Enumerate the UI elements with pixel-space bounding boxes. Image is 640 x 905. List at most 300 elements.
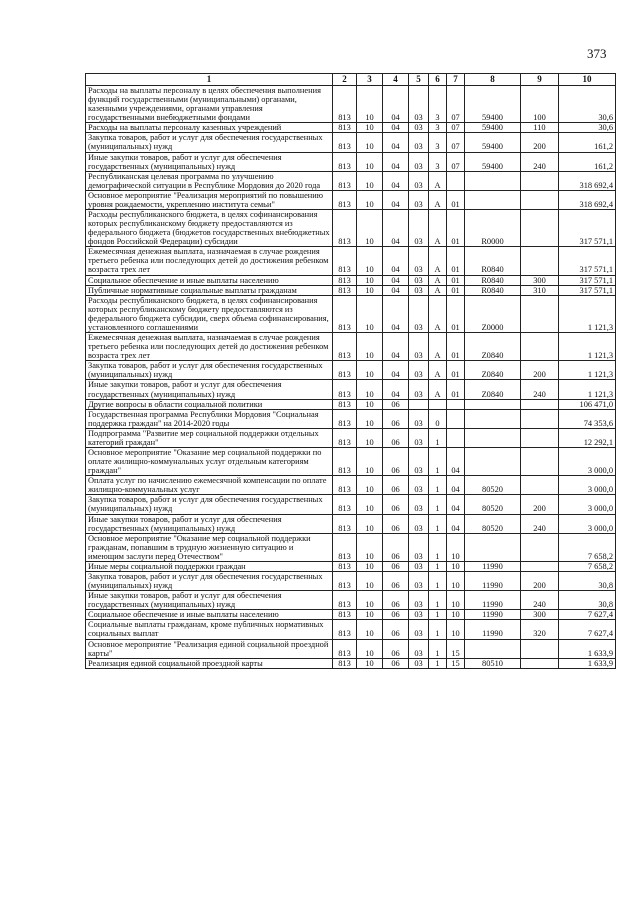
expense-type-code-cell: 300 [521, 275, 559, 285]
expense-type-code-cell: 100 [521, 86, 559, 123]
direction-code-cell [465, 409, 521, 428]
subsection-code-cell: 04 [383, 133, 409, 152]
subprogram-code-cell: 3 [429, 86, 447, 123]
ministry-code-cell: 813 [333, 591, 357, 610]
program-code-cell: 03 [409, 152, 429, 171]
subprogram-code-cell: А [429, 361, 447, 380]
program-code-cell: 03 [409, 275, 429, 285]
subprogram-code-cell: 1 [429, 561, 447, 571]
direction-code-cell [465, 447, 521, 475]
direction-code-cell: R0840 [465, 247, 521, 275]
table-row [86, 210, 616, 247]
subsection-code-cell: 06 [383, 571, 409, 590]
table-row [86, 591, 616, 610]
budget-table [85, 73, 616, 669]
section-code-cell: 10 [357, 409, 383, 428]
expense-type-code-cell: 300 [521, 610, 559, 620]
table-row [86, 571, 616, 590]
subprogram-code-cell: А [429, 295, 447, 332]
column-header: 3 [357, 74, 383, 86]
section-code-cell: 10 [357, 171, 383, 190]
ministry-code-cell: 813 [333, 399, 357, 409]
table-row [86, 533, 616, 561]
event-code-cell: 07 [447, 86, 465, 123]
subsection-code-cell: 04 [383, 380, 409, 399]
program-code-cell: 03 [409, 447, 429, 475]
event-code-cell: 10 [447, 571, 465, 590]
subsection-code-cell: 06 [383, 409, 409, 428]
event-code-cell: 01 [447, 380, 465, 399]
table-row [86, 86, 616, 123]
subsection-code-cell: 04 [383, 152, 409, 171]
subprogram-code-cell: 1 [429, 591, 447, 610]
subsection-code-cell: 04 [383, 295, 409, 332]
event-code-cell: 10 [447, 620, 465, 639]
column-header: 2 [333, 74, 357, 86]
amount-cell: 30,8 [559, 571, 616, 590]
subprogram-code-cell: 3 [429, 152, 447, 171]
amount-cell: 74 353,6 [559, 409, 616, 428]
event-code-cell: 01 [447, 247, 465, 275]
ministry-code-cell: 813 [333, 428, 357, 447]
amount-cell: 317 571,1 [559, 275, 616, 285]
subprogram-code-cell: 0 [429, 409, 447, 428]
section-code-cell: 10 [357, 152, 383, 171]
section-code-cell: 10 [357, 133, 383, 152]
ministry-code-cell: 813 [333, 571, 357, 590]
table-row [86, 639, 616, 658]
subprogram-code-cell: 1 [429, 658, 447, 668]
program-code-cell: 03 [409, 495, 429, 514]
direction-code-cell: Z0000 [465, 295, 521, 332]
expense-name-cell: Оплата услуг по начислению ежемесячной компенсации по оплате жилищно-коммунальных услуг [86, 476, 333, 495]
table-row [86, 285, 616, 295]
table-row [86, 123, 616, 133]
table-row [86, 333, 616, 361]
expense-name-cell: Публичные нормативные социальные выплаты гражданам [86, 285, 333, 295]
amount-cell: 30,6 [559, 86, 616, 123]
subprogram-code-cell: А [429, 190, 447, 209]
program-code-cell: 03 [409, 476, 429, 495]
column-header: 5 [409, 74, 429, 86]
expense-type-code-cell [521, 447, 559, 475]
direction-code-cell: 11990 [465, 561, 521, 571]
expense-name-cell: Ежемесячная денежная выплата, назначаемая в случае рождения третьего ребенка или последующих детей до достижения ребенком возраста трех лет [86, 247, 333, 275]
event-code-cell: 10 [447, 533, 465, 561]
subprogram-code-cell: 1 [429, 428, 447, 447]
expense-name-cell: Закупка товаров, работ и услуг для обеспечения государственных (муниципальных) нужд [86, 361, 333, 380]
table-row [86, 152, 616, 171]
ministry-code-cell: 813 [333, 285, 357, 295]
subsection-code-cell: 04 [383, 123, 409, 133]
ministry-code-cell: 813 [333, 658, 357, 668]
expense-type-code-cell: 320 [521, 620, 559, 639]
amount-cell: 7 658,2 [559, 561, 616, 571]
expense-type-code-cell [521, 171, 559, 190]
event-code-cell [447, 171, 465, 190]
program-code-cell: 03 [409, 514, 429, 533]
expense-name-cell: Ежемесячная денежная выплата, назначаемая в случае рождения третьего ребенка или последующих детей до достижения ребенком возраста трех лет [86, 333, 333, 361]
program-code-cell: 03 [409, 247, 429, 275]
expense-name-cell: Иные закупки товаров, работ и услуг для обеспечения государственных (муниципальных) нужд [86, 514, 333, 533]
section-code-cell: 10 [357, 620, 383, 639]
program-code-cell: 03 [409, 123, 429, 133]
direction-code-cell: 80520 [465, 514, 521, 533]
subprogram-code-cell: 1 [429, 514, 447, 533]
table-row [86, 476, 616, 495]
subsection-code-cell: 06 [383, 533, 409, 561]
ministry-code-cell: 813 [333, 610, 357, 620]
section-code-cell: 10 [357, 495, 383, 514]
column-header: 6 [429, 74, 447, 86]
expense-type-code-cell [521, 428, 559, 447]
event-code-cell: 01 [447, 333, 465, 361]
program-code-cell: 03 [409, 591, 429, 610]
amount-cell: 7 627,4 [559, 620, 616, 639]
table-row [86, 658, 616, 668]
expense-type-code-cell: 240 [521, 380, 559, 399]
event-code-cell: 04 [447, 514, 465, 533]
program-code-cell: 03 [409, 171, 429, 190]
section-code-cell: 10 [357, 639, 383, 658]
expense-type-code-cell: 310 [521, 285, 559, 295]
expense-type-code-cell: 240 [521, 514, 559, 533]
direction-code-cell: 80510 [465, 658, 521, 668]
table-row [86, 561, 616, 571]
section-code-cell: 10 [357, 514, 383, 533]
subprogram-code-cell: 1 [429, 639, 447, 658]
direction-code-cell [465, 428, 521, 447]
ministry-code-cell: 813 [333, 514, 357, 533]
amount-cell: 317 571,1 [559, 247, 616, 275]
table-row [86, 247, 616, 275]
amount-cell: 161,2 [559, 152, 616, 171]
program-code-cell: 03 [409, 86, 429, 123]
expense-type-code-cell: 240 [521, 591, 559, 610]
direction-code-cell: 11990 [465, 591, 521, 610]
subprogram-code-cell: А [429, 247, 447, 275]
ministry-code-cell: 813 [333, 190, 357, 209]
expense-type-code-cell: 110 [521, 123, 559, 133]
program-code-cell: 03 [409, 295, 429, 332]
expense-name-cell: Основное мероприятие "Оказание мер социальной поддержки по оплате жилищно-коммунальных услуг отдельным категориям граждан" [86, 447, 333, 475]
amount-cell: 30,6 [559, 123, 616, 133]
subprogram-code-cell: 1 [429, 610, 447, 620]
subprogram-code-cell: 1 [429, 533, 447, 561]
direction-code-cell: 11990 [465, 610, 521, 620]
amount-cell: 1 121,3 [559, 333, 616, 361]
subsection-code-cell: 04 [383, 285, 409, 295]
expense-name-cell: Реализация единой социальной проездной карты [86, 658, 333, 668]
table-body [86, 86, 616, 669]
expense-name-cell: Основное мероприятие "Реализация мероприятий по повышению уровня рождаемости, укреплению института семьи" [86, 190, 333, 209]
section-code-cell: 10 [357, 210, 383, 247]
expense-type-code-cell [521, 409, 559, 428]
program-code-cell: 03 [409, 610, 429, 620]
subprogram-code-cell: А [429, 210, 447, 247]
table-row [86, 171, 616, 190]
expense-name-cell: Иные закупки товаров, работ и услуг для обеспечения государственных (муниципальных) нужд [86, 152, 333, 171]
subsection-code-cell: 04 [383, 361, 409, 380]
event-code-cell: 01 [447, 295, 465, 332]
program-code-cell: 03 [409, 285, 429, 295]
expense-type-code-cell: 200 [521, 133, 559, 152]
table-row [86, 133, 616, 152]
program-code-cell: 03 [409, 658, 429, 668]
subprogram-code-cell: 1 [429, 495, 447, 514]
direction-code-cell: 11990 [465, 571, 521, 590]
subprogram-code-cell: 1 [429, 571, 447, 590]
direction-code-cell: 80520 [465, 476, 521, 495]
subsection-code-cell: 06 [383, 610, 409, 620]
subsection-code-cell: 04 [383, 247, 409, 275]
amount-cell: 1 121,3 [559, 295, 616, 332]
subsection-code-cell: 06 [383, 447, 409, 475]
subprogram-code-cell [429, 399, 447, 409]
section-code-cell: 10 [357, 610, 383, 620]
section-code-cell: 10 [357, 591, 383, 610]
amount-cell: 317 571,1 [559, 285, 616, 295]
expense-name-cell: Социальное обеспечение и иные выплаты населению [86, 610, 333, 620]
event-code-cell [447, 399, 465, 409]
section-code-cell: 10 [357, 247, 383, 275]
amount-cell: 3 000,0 [559, 447, 616, 475]
amount-cell: 7 627,4 [559, 610, 616, 620]
ministry-code-cell: 813 [333, 171, 357, 190]
ministry-code-cell: 813 [333, 533, 357, 561]
expense-type-code-cell [521, 476, 559, 495]
table-row [86, 514, 616, 533]
column-header: 8 [465, 74, 521, 86]
expense-name-cell: Закупка товаров, работ и услуг для обеспечения государственных (муниципальных) нужд [86, 571, 333, 590]
subsection-code-cell: 04 [383, 86, 409, 123]
table-row [86, 190, 616, 209]
direction-code-cell [465, 171, 521, 190]
program-code-cell: 03 [409, 210, 429, 247]
subprogram-code-cell: 1 [429, 447, 447, 475]
event-code-cell: 04 [447, 476, 465, 495]
direction-code-cell: Z0840 [465, 333, 521, 361]
direction-code-cell: R0840 [465, 275, 521, 285]
ministry-code-cell: 813 [333, 361, 357, 380]
subsection-code-cell: 04 [383, 210, 409, 247]
ministry-code-cell: 813 [333, 333, 357, 361]
subsection-code-cell: 06 [383, 561, 409, 571]
event-code-cell: 07 [447, 152, 465, 171]
section-code-cell: 10 [357, 333, 383, 361]
amount-cell: 12 292,1 [559, 428, 616, 447]
amount-cell: 30,8 [559, 591, 616, 610]
direction-code-cell: 59400 [465, 86, 521, 123]
expense-name-cell: Иные меры социальной поддержки граждан [86, 561, 333, 571]
page-number: 373 [587, 46, 607, 61]
table-row [86, 380, 616, 399]
expense-name-cell: Иные закупки товаров, работ и услуг для обеспечения государственных (муниципальных) нужд [86, 591, 333, 610]
section-code-cell: 10 [357, 361, 383, 380]
subsection-code-cell: 06 [383, 620, 409, 639]
amount-cell: 161,2 [559, 133, 616, 152]
subsection-code-cell: 06 [383, 591, 409, 610]
event-code-cell: 15 [447, 658, 465, 668]
expense-name-cell: Социальные выплаты гражданам, кроме публичных нормативных социальных выплат [86, 620, 333, 639]
subsection-code-cell: 04 [383, 171, 409, 190]
expense-name-cell: Другие вопросы в области социальной политики [86, 399, 333, 409]
subprogram-code-cell: 3 [429, 133, 447, 152]
expense-type-code-cell [521, 658, 559, 668]
ministry-code-cell: 813 [333, 495, 357, 514]
program-code-cell: 03 [409, 571, 429, 590]
program-code-cell [409, 399, 429, 409]
section-code-cell: 10 [357, 533, 383, 561]
expense-name-cell: Социальное обеспечение и иные выплаты населению [86, 275, 333, 285]
subsection-code-cell: 06 [383, 399, 409, 409]
event-code-cell: 10 [447, 591, 465, 610]
event-code-cell: 15 [447, 639, 465, 658]
event-code-cell: 04 [447, 495, 465, 514]
column-header: 4 [383, 74, 409, 86]
event-code-cell: 01 [447, 361, 465, 380]
program-code-cell: 03 [409, 133, 429, 152]
expense-type-code-cell [521, 333, 559, 361]
amount-cell: 7 658,2 [559, 533, 616, 561]
subsection-code-cell: 06 [383, 658, 409, 668]
ministry-code-cell: 813 [333, 447, 357, 475]
table-row [86, 495, 616, 514]
subsection-code-cell: 04 [383, 190, 409, 209]
section-code-cell: 10 [357, 399, 383, 409]
expense-type-code-cell: 200 [521, 361, 559, 380]
expense-name-cell: Основное мероприятие "Реализация единой социальной проездной карты" [86, 639, 333, 658]
ministry-code-cell: 813 [333, 123, 357, 133]
ministry-code-cell: 813 [333, 275, 357, 285]
column-header: 10 [559, 74, 616, 86]
expense-type-code-cell [521, 210, 559, 247]
table-row [86, 399, 616, 409]
subsection-code-cell: 04 [383, 333, 409, 361]
direction-code-cell: 80520 [465, 495, 521, 514]
direction-code-cell: Z0840 [465, 380, 521, 399]
direction-code-cell: R0840 [465, 285, 521, 295]
ministry-code-cell: 813 [333, 561, 357, 571]
amount-cell: 318 692,4 [559, 171, 616, 190]
section-code-cell: 10 [357, 86, 383, 123]
table-row [86, 409, 616, 428]
amount-cell: 3 000,0 [559, 476, 616, 495]
ministry-code-cell: 813 [333, 210, 357, 247]
event-code-cell: 07 [447, 123, 465, 133]
subprogram-code-cell: А [429, 285, 447, 295]
column-header: 9 [521, 74, 559, 86]
event-code-cell: 10 [447, 561, 465, 571]
expense-name-cell: Расходы на выплаты персоналу в целях обеспечения выполнения функций государственными (муниципальными) органами, казенными учреждениями, органами управления государственными внебюджетными фондами [86, 86, 333, 123]
subprogram-code-cell: 1 [429, 476, 447, 495]
subsection-code-cell: 06 [383, 639, 409, 658]
expense-type-code-cell [521, 247, 559, 275]
section-code-cell: 10 [357, 476, 383, 495]
section-code-cell: 10 [357, 561, 383, 571]
amount-cell: 1 121,3 [559, 380, 616, 399]
direction-code-cell: 59400 [465, 133, 521, 152]
amount-cell: 3 000,0 [559, 514, 616, 533]
program-code-cell: 03 [409, 333, 429, 361]
ministry-code-cell: 813 [333, 133, 357, 152]
column-header: 7 [447, 74, 465, 86]
table-row [86, 447, 616, 475]
ministry-code-cell: 813 [333, 620, 357, 639]
ministry-code-cell: 813 [333, 247, 357, 275]
table-row [86, 428, 616, 447]
section-code-cell: 10 [357, 275, 383, 285]
expense-type-code-cell: 200 [521, 571, 559, 590]
expense-name-cell: Закупка товаров, работ и услуг для обеспечения государственных (муниципальных) нужд [86, 133, 333, 152]
direction-code-cell: 11990 [465, 620, 521, 639]
ministry-code-cell: 813 [333, 639, 357, 658]
table-row [86, 361, 616, 380]
subprogram-code-cell: А [429, 333, 447, 361]
ministry-code-cell: 813 [333, 86, 357, 123]
amount-cell: 1 633,9 [559, 658, 616, 668]
section-code-cell: 10 [357, 571, 383, 590]
amount-cell: 3 000,0 [559, 495, 616, 514]
ministry-code-cell: 813 [333, 409, 357, 428]
expense-type-code-cell [521, 295, 559, 332]
event-code-cell: 01 [447, 285, 465, 295]
column-header: 1 [86, 74, 333, 86]
program-code-cell: 03 [409, 533, 429, 561]
table-row [86, 620, 616, 639]
direction-code-cell: 59400 [465, 152, 521, 171]
expense-type-code-cell: 240 [521, 152, 559, 171]
program-code-cell: 03 [409, 361, 429, 380]
event-code-cell: 04 [447, 447, 465, 475]
event-code-cell [447, 428, 465, 447]
expense-type-code-cell [521, 533, 559, 561]
direction-code-cell: 59400 [465, 123, 521, 133]
subsection-code-cell: 06 [383, 495, 409, 514]
expense-name-cell: Расходы республиканского бюджета, в целях софинансирования которых республиканскому бюджету предоставляются из федерального бюджета (бюджетов государственных внебюджетных фондов Российской Федерации) субсидии [86, 210, 333, 247]
expense-type-code-cell: 200 [521, 495, 559, 514]
subprogram-code-cell: 3 [429, 123, 447, 133]
expense-type-code-cell [521, 399, 559, 409]
expense-name-cell: Основное мероприятие "Оказание мер социальной поддержки гражданам, попавшим в трудную жизненную ситуацию и имеющим заслуги перед Отечеством" [86, 533, 333, 561]
program-code-cell: 03 [409, 561, 429, 571]
subprogram-code-cell: А [429, 275, 447, 285]
subsection-code-cell: 04 [383, 275, 409, 285]
event-code-cell: 01 [447, 210, 465, 247]
header-row [86, 74, 616, 86]
section-code-cell: 10 [357, 123, 383, 133]
event-code-cell: 10 [447, 610, 465, 620]
ministry-code-cell: 813 [333, 295, 357, 332]
direction-code-cell [465, 399, 521, 409]
program-code-cell: 03 [409, 620, 429, 639]
expense-type-code-cell [521, 639, 559, 658]
section-code-cell: 10 [357, 428, 383, 447]
section-code-cell: 10 [357, 190, 383, 209]
subprogram-code-cell: А [429, 171, 447, 190]
expense-name-cell: Расходы республиканского бюджета, в целях софинансирования которых республиканскому бюджету предоставляются из федерального бюджета субсидии, сверх объема софинансирования, установленного соглашениями [86, 295, 333, 332]
subprogram-code-cell: 1 [429, 620, 447, 639]
expense-name-cell: Республиканская целевая программа по улучшению демографической ситуации в Республике Мордовия до 2020 года [86, 171, 333, 190]
program-code-cell: 03 [409, 639, 429, 658]
subsection-code-cell: 06 [383, 514, 409, 533]
direction-code-cell [465, 190, 521, 209]
section-code-cell: 10 [357, 658, 383, 668]
table-row [86, 610, 616, 620]
section-code-cell: 10 [357, 285, 383, 295]
section-code-cell: 10 [357, 295, 383, 332]
ministry-code-cell: 813 [333, 476, 357, 495]
